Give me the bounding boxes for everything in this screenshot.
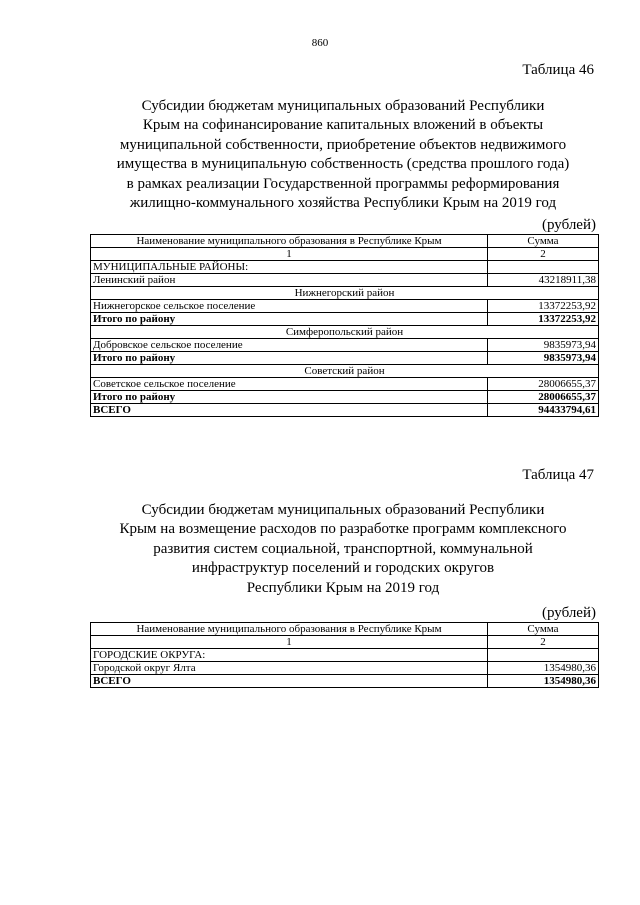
header-row (91, 623, 599, 636)
column-number-1: 1 (91, 248, 488, 261)
row-sum: 94433794,61 (488, 404, 599, 417)
column-number-1: 1 (91, 636, 488, 649)
column-number-2: 2 (488, 248, 599, 261)
header-row (91, 235, 599, 248)
header-name: Наименование муниципального образования в Республике Крым (91, 235, 488, 248)
table-47-label: Таблица 47 (522, 467, 594, 483)
row-sum (488, 261, 599, 274)
page-number: 860 (311, 37, 329, 49)
title-line: Республики Крым на 2019 год (246, 579, 440, 596)
title-line: Субсидии бюджетам муниципальных образований Республики (141, 98, 545, 114)
header-sum: Сумма (488, 235, 599, 248)
table-46-unit: (рублей) (541, 217, 596, 233)
district-header-row (91, 326, 599, 339)
table-row (91, 662, 599, 675)
row-sum: 28006655,37 (488, 391, 599, 404)
district-header-row (91, 365, 599, 378)
title-line: в рамках реализации Государственной программы реформирования (126, 175, 560, 192)
title-line: Крым на возмещение расходов по разработке программ комплексного (119, 521, 567, 538)
row-sum: 43218911,38 (488, 274, 599, 287)
title-line: развития систем социальной, транспортной, коммунальной (153, 540, 533, 557)
total-row (91, 313, 599, 326)
title-line: жилищно-коммунального хозяйства Республики Крым на 2019 год (129, 195, 557, 212)
table-46 (90, 234, 599, 417)
column-number-row (91, 248, 599, 261)
title-line: имущества в муниципальную собственность (средства прошлого года) (116, 156, 570, 173)
table-46-label: Таблица 46 (522, 62, 594, 78)
row-sum: 28006655,37 (488, 378, 599, 391)
title-line: Крым на софинансирование капитальных вложений в объекты (142, 117, 544, 134)
row-name: ВСЕГО (91, 404, 488, 417)
total-row (91, 352, 599, 365)
row-name: Добровское сельское поселение (91, 339, 488, 352)
row-name: Ленинский район (91, 274, 488, 287)
header-sum: Сумма (488, 623, 599, 636)
table-row (91, 378, 599, 391)
table-row (91, 274, 599, 287)
row-sum: 9835973,94 (488, 352, 599, 365)
row-name: Советское сельское поселение (91, 378, 488, 391)
district-name: Симферопольский район (91, 326, 599, 339)
column-number-row (91, 636, 599, 649)
district-header-row (91, 287, 599, 300)
row-name: Итого по району (91, 313, 488, 326)
column-number-2: 2 (488, 636, 599, 649)
row-name: МУНИЦИПАЛЬНЫЕ РАЙОНЫ: (91, 261, 488, 274)
table-row (91, 339, 599, 352)
total-row (91, 391, 599, 404)
row-sum (488, 649, 599, 662)
row-name: ГОРОДСКИЕ ОКРУГА: (91, 649, 488, 662)
row-name: Нижнегорское сельское поселение (91, 300, 488, 313)
header-name: Наименование муниципального образования в Республике Крым (91, 623, 488, 636)
row-name: Итого по району (91, 391, 488, 404)
row-sum: 13372253,92 (488, 313, 599, 326)
table-47-body (91, 623, 599, 688)
section-row (91, 649, 599, 662)
row-name: ВСЕГО (91, 675, 488, 688)
title-line: муниципальной собственности, приобретение объектов недвижимого (119, 136, 567, 153)
title-line: Субсидии бюджетам муниципальных образований Республики (141, 502, 545, 518)
district-name: Нижнегорский район (91, 287, 599, 300)
row-sum: 9835973,94 (488, 339, 599, 352)
table-row (91, 300, 599, 313)
row-sum: 13372253,92 (488, 300, 599, 313)
table-47 (90, 622, 599, 688)
row-name: Итого по району (91, 352, 488, 365)
section-row (91, 261, 599, 274)
table-47-title (90, 501, 596, 598)
district-name: Советский район (91, 365, 599, 378)
title-line: инфраструктур поселений и городских округов (191, 560, 495, 577)
total-row (91, 404, 599, 417)
table-47-unit: (рублей) (541, 605, 596, 621)
row-sum: 1354980,36 (488, 662, 599, 675)
total-row (91, 675, 599, 688)
table-46-title (90, 97, 596, 213)
table-46-body (91, 235, 599, 417)
row-name: Городской округ Ялта (91, 662, 488, 675)
row-sum: 1354980,36 (488, 675, 599, 688)
